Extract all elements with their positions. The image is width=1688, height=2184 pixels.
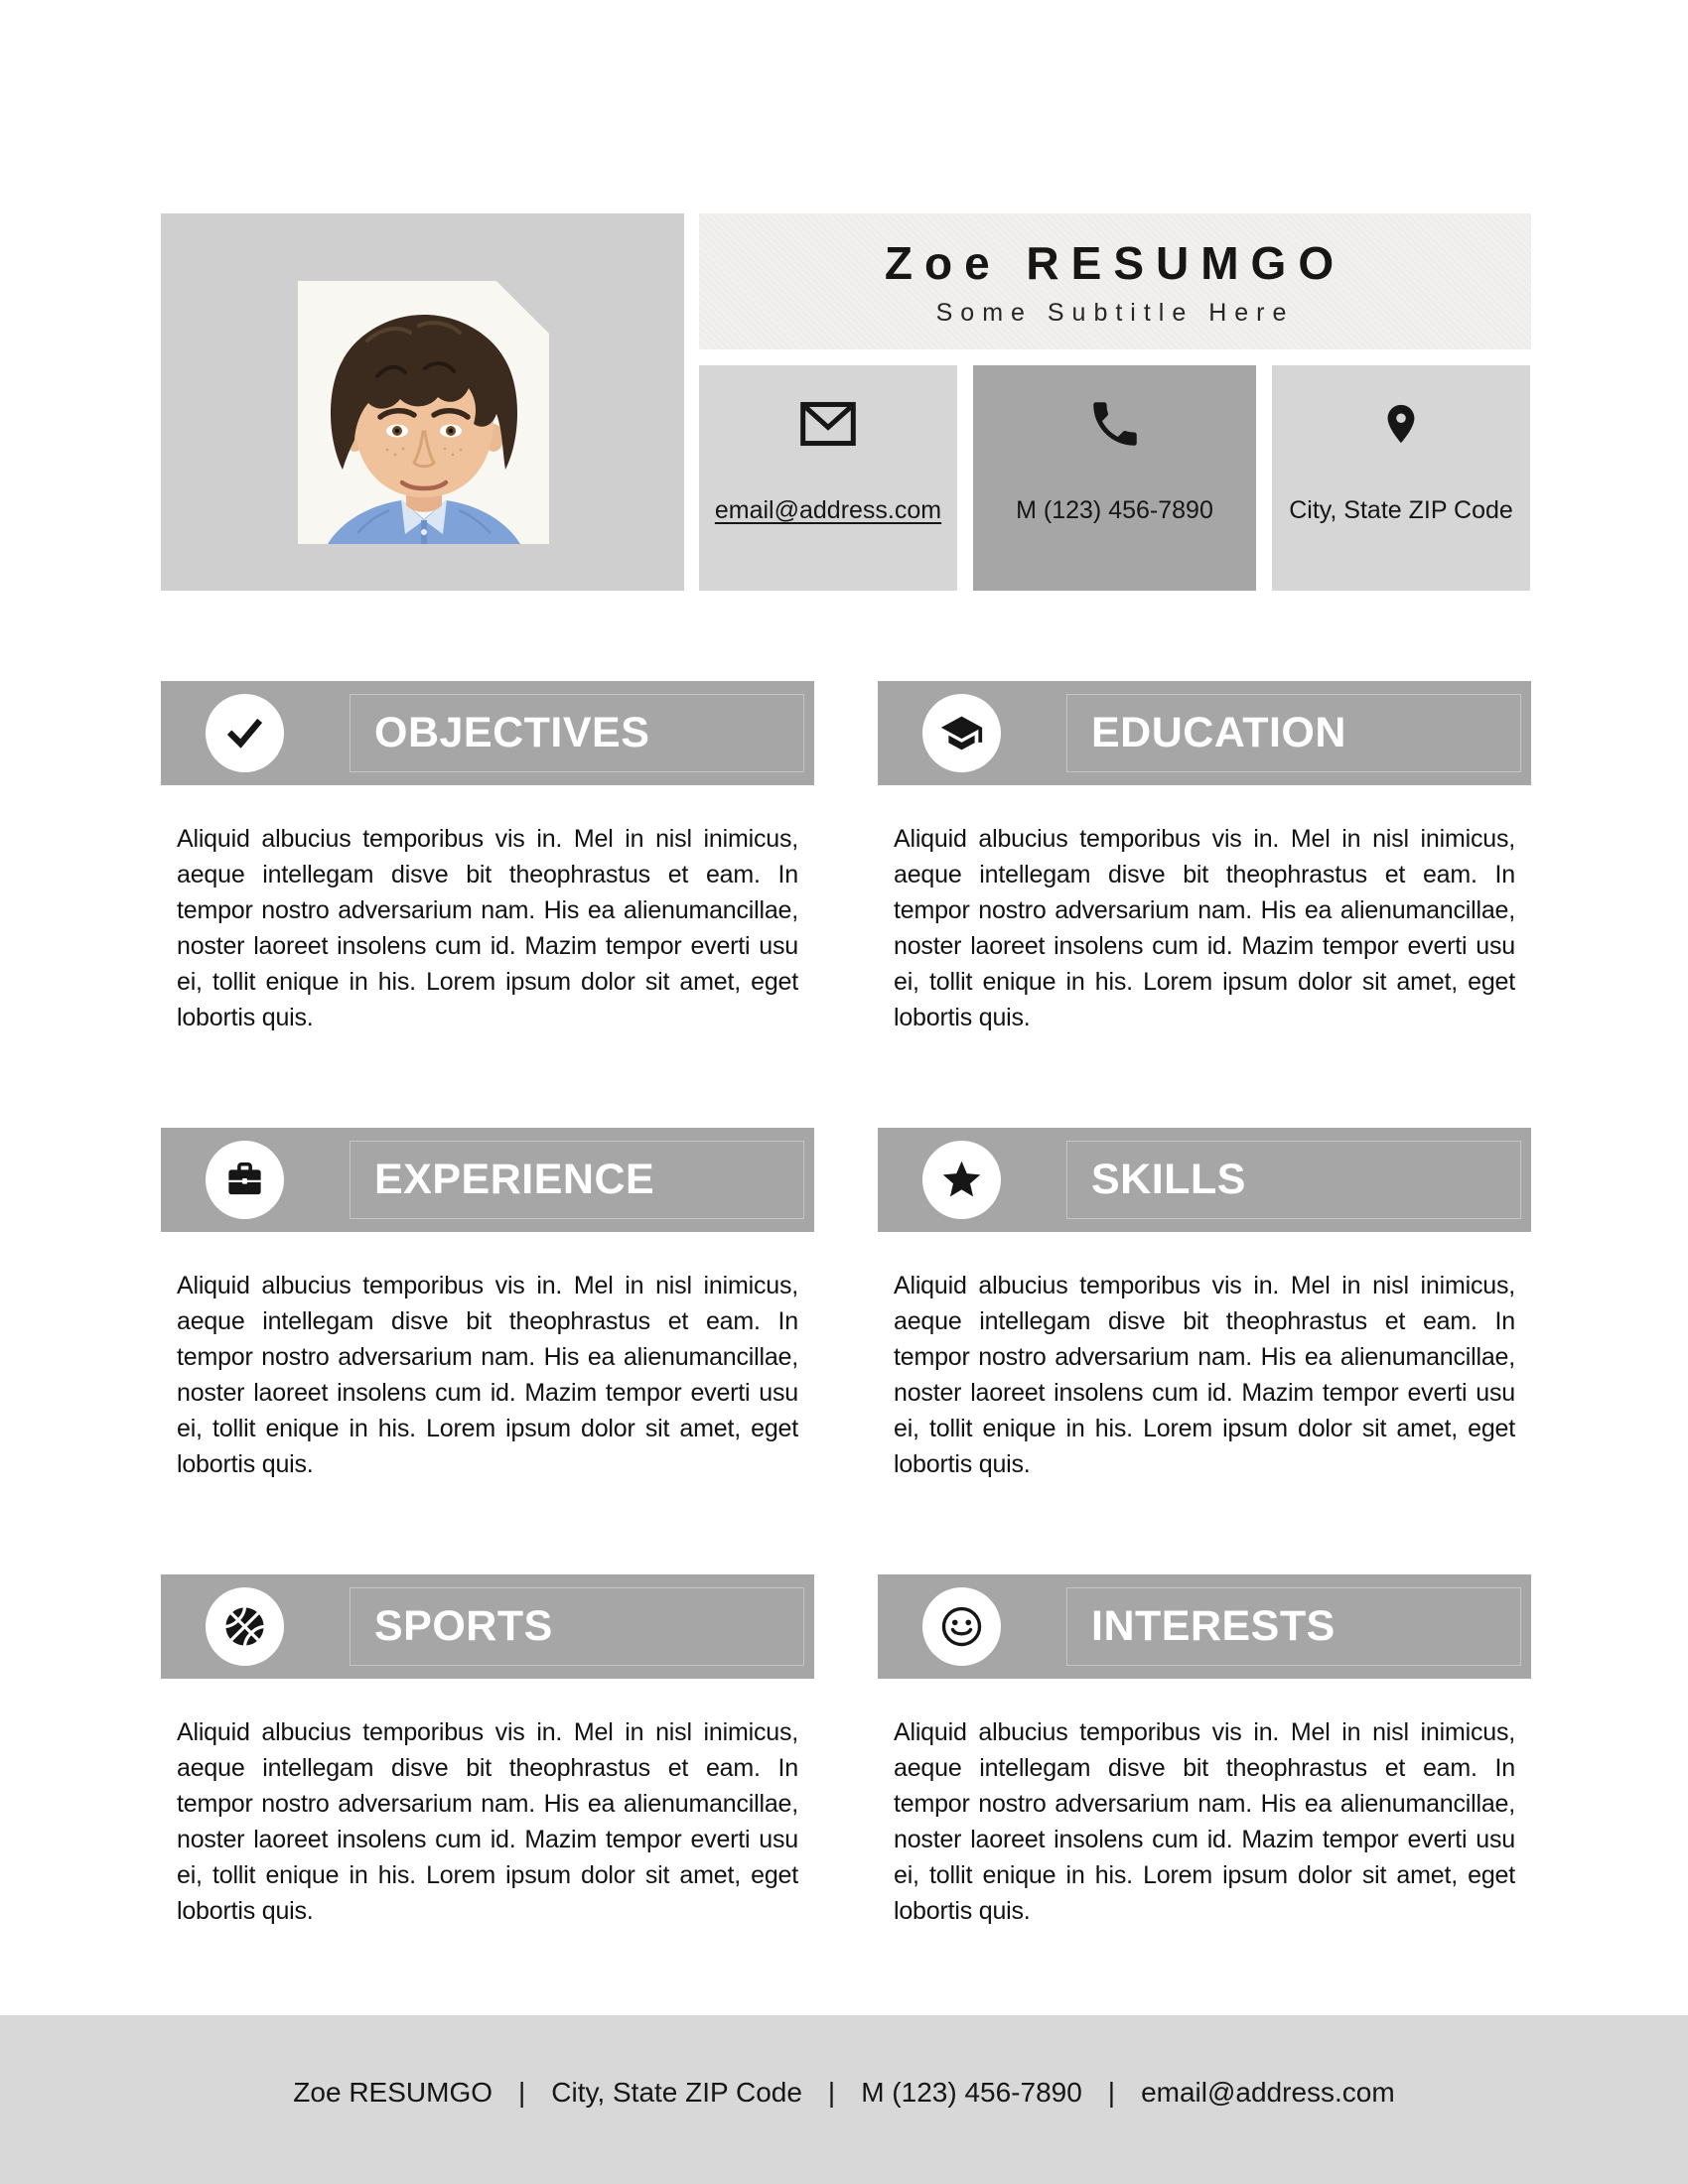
footer-item: email@address.com	[1141, 2077, 1395, 2108]
section-education	[878, 681, 1531, 1128]
section-icon-circle	[922, 694, 1001, 772]
star-icon	[939, 1158, 984, 1202]
smiley-icon	[939, 1604, 984, 1649]
section-label-box	[350, 1141, 804, 1219]
photo-box	[161, 213, 684, 591]
section-body-text: Aliquid albucius temporibus vis in. Mel in nisl inimicus, aeque intellegam disve bit theophrastus et eam. In tempor nostro adversarium nam. His ea alienumancillae, noster laoreet insolens cum id. Mazim tempor everti usu ei, tollit enique in his. Lorem ipsum dolor sit amet, eget lobortis quis.	[177, 1718, 798, 1925]
phone-icon	[1086, 389, 1144, 459]
envelope-icon	[799, 389, 857, 459]
person-name: Zoe RESUMGO	[884, 236, 1346, 289]
location-text: City, State ZIP Code	[1289, 496, 1513, 524]
section-icon-circle	[206, 694, 284, 772]
section-title: SPORTS	[374, 1602, 553, 1650]
section-body-text: Aliquid albucius temporibus vis in. Mel in nisl inimicus, aeque intellegam disve bit theophrastus et eam. In tempor nostro adversarium nam. His ea alienumancillae, noster laoreet insolens cum id. Mazim tempor everti usu ei, tollit enique in his. Lorem ipsum dolor sit amet, eget lobortis quis.	[177, 1272, 798, 1478]
footer-item: Zoe RESUMGO	[293, 2077, 492, 2108]
phone-number: M (123) 456-7890	[1016, 496, 1213, 524]
footer-bar	[0, 2015, 1688, 2184]
section-skills	[878, 1128, 1531, 1574]
footer-separator: |	[1107, 2077, 1116, 2108]
location-pin-icon	[1378, 389, 1424, 459]
contact-card-location	[1272, 365, 1530, 591]
section-sports	[161, 1574, 814, 2021]
footer-separator: |	[827, 2077, 836, 2108]
section-title: EXPERIENCE	[374, 1156, 655, 1203]
check-icon	[222, 711, 267, 755]
section-label-box	[350, 694, 804, 772]
section-label-box	[1066, 1587, 1521, 1666]
footer-item: City, State ZIP Code	[551, 2077, 802, 2108]
section-icon-circle	[206, 1587, 284, 1666]
briefcase-icon	[222, 1158, 267, 1202]
section-icon-circle	[922, 1141, 1001, 1219]
section-objectives	[161, 681, 814, 1128]
section-interests	[878, 1574, 1531, 2021]
section-header-bar	[161, 1574, 814, 1679]
section-body-text: Aliquid albucius temporibus vis in. Mel in nisl inimicus, aeque intellegam disve bit theophrastus et eam. In tempor nostro adversarium nam. His ea alienumancillae, noster laoreet insolens cum id. Mazim tempor everti usu ei, tollit enique in his. Lorem ipsum dolor sit amet, eget lobortis quis.	[894, 1718, 1515, 1925]
graduation-cap-icon	[939, 711, 984, 755]
sections-grid	[161, 681, 1531, 2021]
footer-item: M (123) 456-7890	[861, 2077, 1082, 2108]
contact-card-phone	[973, 365, 1256, 591]
section-label-box	[1066, 1141, 1521, 1219]
section-label-box	[1066, 694, 1521, 772]
name-band	[699, 213, 1531, 349]
section-body-text: Aliquid albucius temporibus vis in. Mel in nisl inimicus, aeque intellegam disve bit theophrastus et eam. In tempor nostro adversarium nam. His ea alienumancillae, noster laoreet insolens cum id. Mazim tempor everti usu ei, tollit enique in his. Lorem ipsum dolor sit amet, eget lobortis quis.	[177, 825, 798, 1031]
section-header-bar	[161, 681, 814, 785]
section-header-bar	[878, 1128, 1531, 1232]
section-header-bar	[878, 681, 1531, 785]
footer-text	[293, 2077, 1394, 2109]
contact-card-email	[699, 365, 957, 591]
section-title: EDUCATION	[1091, 709, 1346, 756]
section-title: OBJECTIVES	[374, 709, 650, 756]
section-label-box	[350, 1587, 804, 1666]
section-experience	[161, 1128, 814, 1574]
section-body-text: Aliquid albucius temporibus vis in. Mel in nisl inimicus, aeque intellegam disve bit theophrastus et eam. In tempor nostro adversarium nam. His ea alienumancillae, noster laoreet insolens cum id. Mazim tempor everti usu ei, tollit enique in his. Lorem ipsum dolor sit amet, eget lobortis quis.	[894, 1272, 1515, 1478]
section-icon-circle	[206, 1141, 284, 1219]
section-title: INTERESTS	[1091, 1602, 1336, 1650]
portrait-photo	[298, 281, 549, 544]
basketball-icon	[222, 1604, 267, 1649]
person-subtitle: Some Subtitle Here	[935, 298, 1295, 327]
email-link[interactable]: email@address.com	[714, 496, 942, 524]
section-body-text: Aliquid albucius temporibus vis in. Mel in nisl inimicus, aeque intellegam disve bit theophrastus et eam. In tempor nostro adversarium nam. His ea alienumancillae, noster laoreet insolens cum id. Mazim tempor everti usu ei, tollit enique in his. Lorem ipsum dolor sit amet, eget lobortis quis.	[894, 825, 1515, 1031]
footer-separator: |	[518, 2077, 526, 2108]
section-header-bar	[161, 1128, 814, 1232]
section-header-bar	[878, 1574, 1531, 1679]
section-title: SKILLS	[1091, 1156, 1246, 1203]
section-icon-circle	[922, 1587, 1001, 1666]
